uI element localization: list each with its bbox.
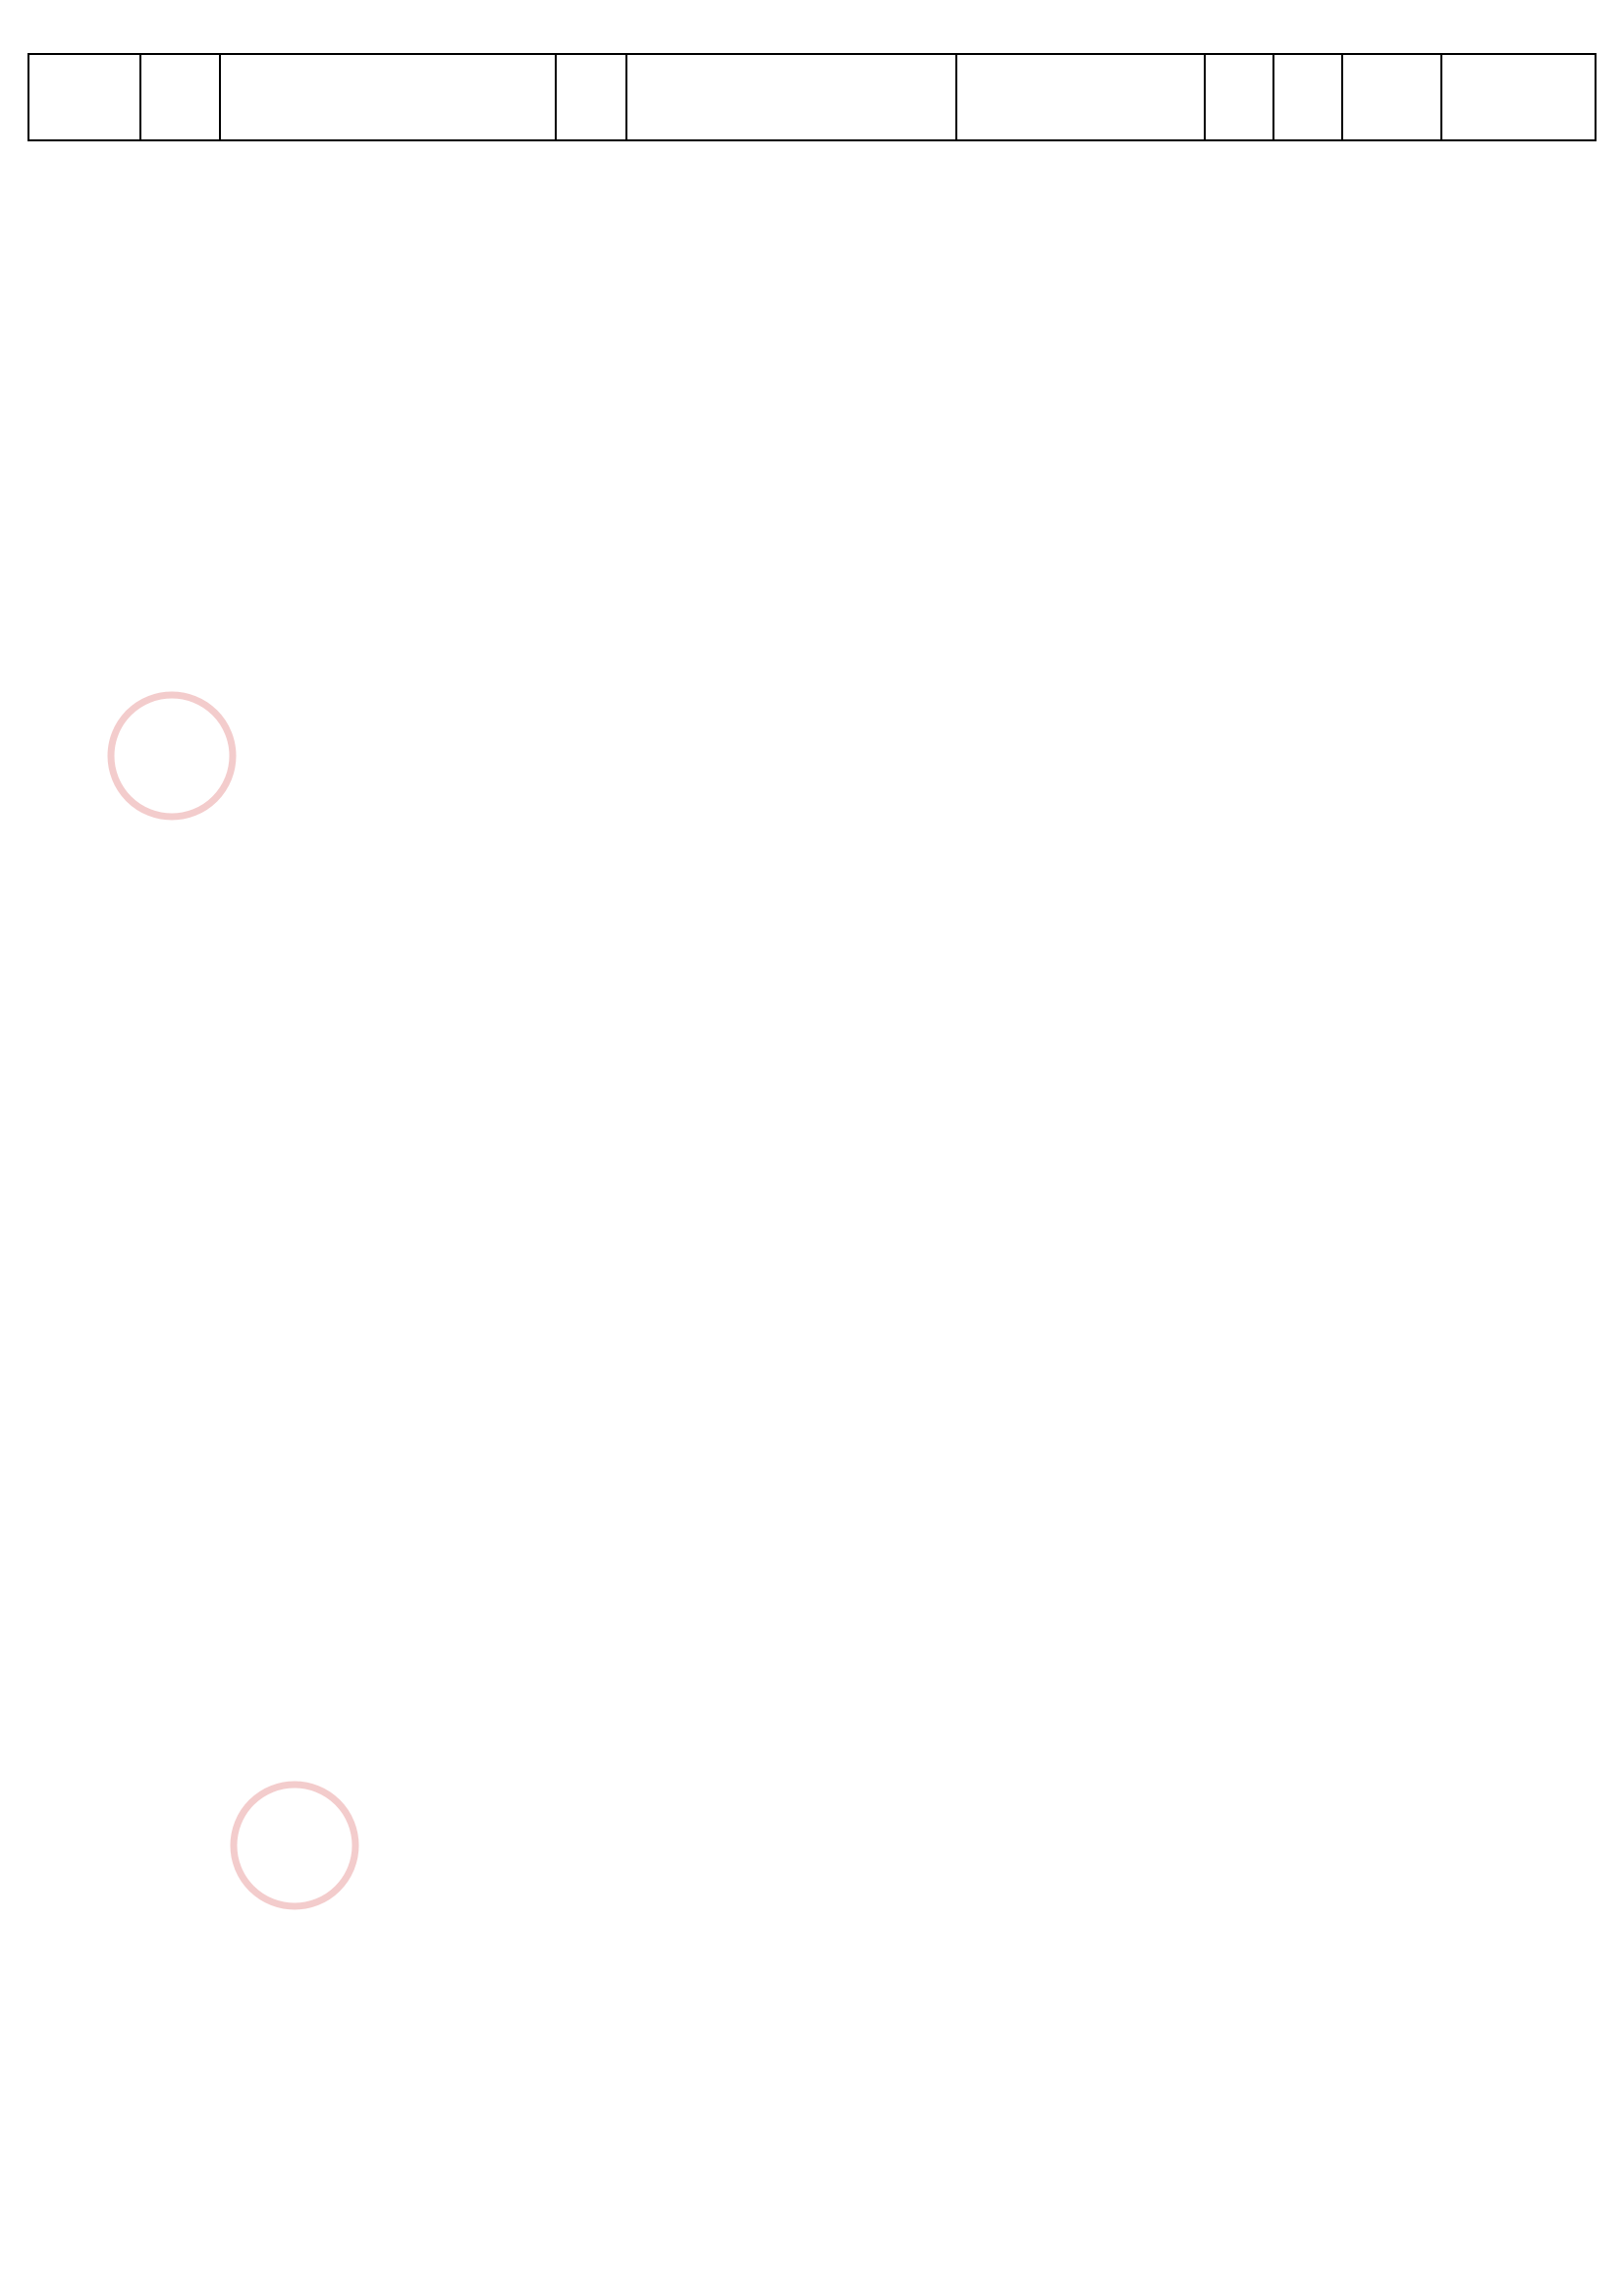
header-seq [28,54,140,140]
header-school-name [220,54,556,140]
header-min-rank [1441,54,1596,140]
admission-table [27,53,1597,141]
header-exam-type [956,54,1205,140]
header-school-code [140,54,220,140]
table-header-row [28,54,1596,140]
header-plan-count [1205,54,1273,140]
header-major-code [556,54,626,140]
header-major-name [626,54,956,140]
header-filed-count [1273,54,1342,140]
header-min-score [1342,54,1441,140]
